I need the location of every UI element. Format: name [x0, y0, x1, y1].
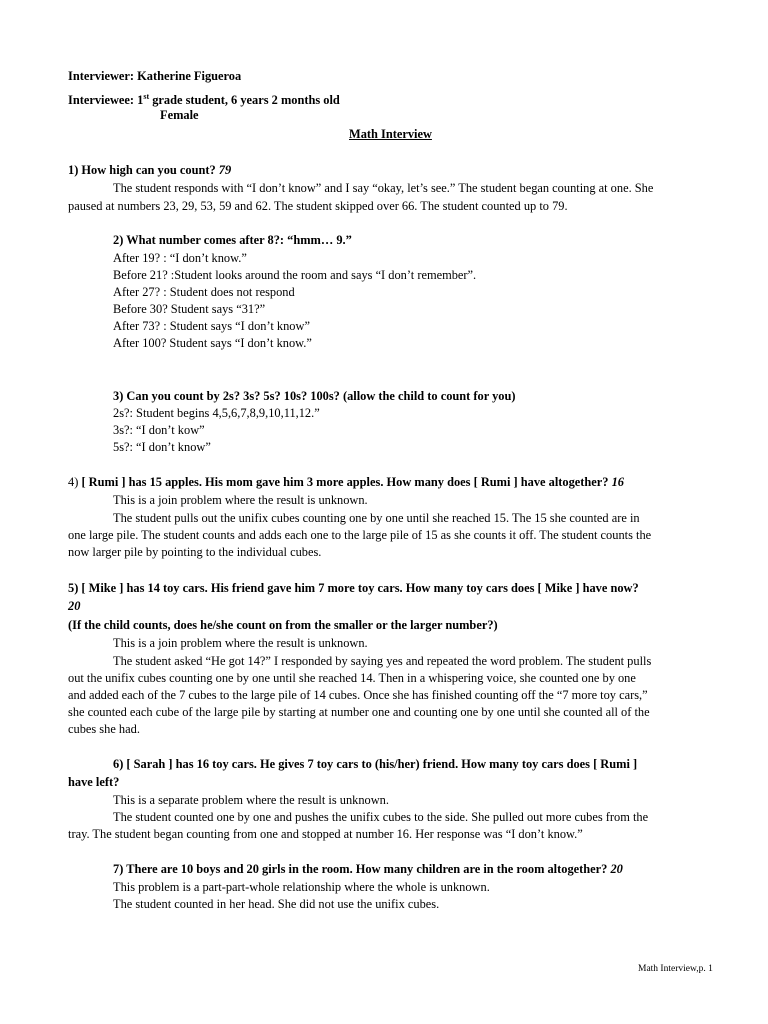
q5-line-3: out the unifix cubes counting one by one until she reached 14. Then in a whispering voice, she counted one by one [68, 671, 636, 685]
q4-answer: 16 [611, 475, 624, 489]
q6-question-line-1: 6) [ Sarah ] has 16 toy cars. He gives 7 toy cars to (his/her) friend. How many toy cars does [ Rumi ] [113, 757, 638, 771]
q5-note: (If the child counts, does he/she count on from the smaller or the larger number?) [68, 618, 498, 632]
q2-line-1: After 19? : “I don’t know.” [113, 251, 247, 265]
q2-line-3: After 27? : Student does not respond [113, 285, 295, 299]
q7-line-2: The student counted in her head. She did not use the unifix cubes. [113, 897, 440, 911]
q4-line-4: now larger pile by pointing to the individual cubes. [68, 545, 322, 559]
q5-line-2: The student asked “He got 14?” I responded by saying yes and repeated the word problem. The student pulls [113, 654, 652, 668]
gender-line: Female [160, 108, 199, 122]
page-title: Math Interview [349, 127, 432, 141]
q2-line-4: Before 30? Student says “31?” [113, 302, 266, 316]
q5-line-1: This is a join problem where the result is unknown. [113, 636, 368, 650]
q2-question: 2) What number comes after 8?: “hmm… 9.” [113, 233, 352, 247]
q1-line-1: The student responds with “I don’t know” and I say “okay, let’s see.” The student began counting at one. She [113, 181, 654, 195]
q6-line-1: This is a separate problem where the result is unknown. [113, 793, 389, 807]
q6-question-line-2: have left? [68, 775, 120, 789]
q1-line-2: paused at numbers 23, 29, 53, 59 and 62. The student skipped over 66. The student counted up to 79. [68, 199, 568, 213]
q5-question: 5) [ Mike ] has 14 toy cars. His friend gave him 7 more toy cars. How many toy cars does [ Mike ] have now? [68, 581, 639, 595]
q2-line-5: After 73? : Student says “I don’t know” [113, 319, 310, 333]
q4-question: 4) [ Rumi ] has 15 apples. His mom gave him 3 more apples. How many does [ Rumi ] have altogether? 16 [68, 475, 624, 489]
q2-line-2: Before 21? :Student looks around the room and says “I don’t remember”. [113, 268, 477, 282]
q5-line-5: she counted each cube of the large pile by starting at number one and counting one by one until she counted all of the [68, 705, 650, 719]
q3-line-3: 5s?: “I don’t know” [113, 440, 211, 454]
q1-answer: 79 [218, 163, 232, 177]
interviewee-line: Interviewee: 1st grade student, 6 years 2 months old [68, 92, 340, 108]
q1-question: 1) How high can you count? 79 [68, 163, 232, 177]
q2-line-6: After 100? Student says “I don’t know.” [113, 336, 312, 350]
q4-line-1: This is a join problem where the result is unknown. [113, 493, 368, 507]
q3-question: 3) Can you count by 2s? 3s? 5s? 10s? 100s? (allow the child to count for you) [113, 389, 516, 403]
q7-question: 7) There are 10 boys and 20 girls in the room. How many children are in the room altogether? 20 [113, 862, 623, 876]
q7-answer: 20 [610, 862, 623, 876]
q6-line-2: The student counted one by one and pushes the unifix cubes to the side. She pulled out more cubes from the [113, 810, 649, 824]
q5-line-6: cubes she had. [68, 722, 140, 736]
q3-line-2: 3s?: “I don’t kow” [113, 423, 205, 437]
page-footer: Math Interview,p. 1 [638, 964, 713, 974]
q3-line-1: 2s?: Student begins 4,5,6,7,8,9,10,11,12.” [113, 406, 320, 420]
q5-line-4: and added each of the 7 cubes to the large pile of 14 cubes. Once she has finished counting off the “7 more toy cars,” [68, 688, 648, 702]
q4-line-3: one large pile. The student counts and adds each one to the large pile of 15 as she counts it off. The student counts the [68, 528, 652, 542]
interviewer-line: Interviewer: Katherine Figueroa [68, 69, 242, 83]
q4-line-2: The student pulls out the unifix cubes counting one by one until she reached 15. The 15 she counted are in [113, 511, 640, 525]
q5-answer: 20 [68, 599, 81, 613]
q7-line-1: This problem is a part-part-whole relationship where the whole is unknown. [113, 880, 490, 894]
q6-line-3: tray. The student began counting from one and stopped at number 16. Her response was “I don’t know.” [68, 827, 583, 841]
